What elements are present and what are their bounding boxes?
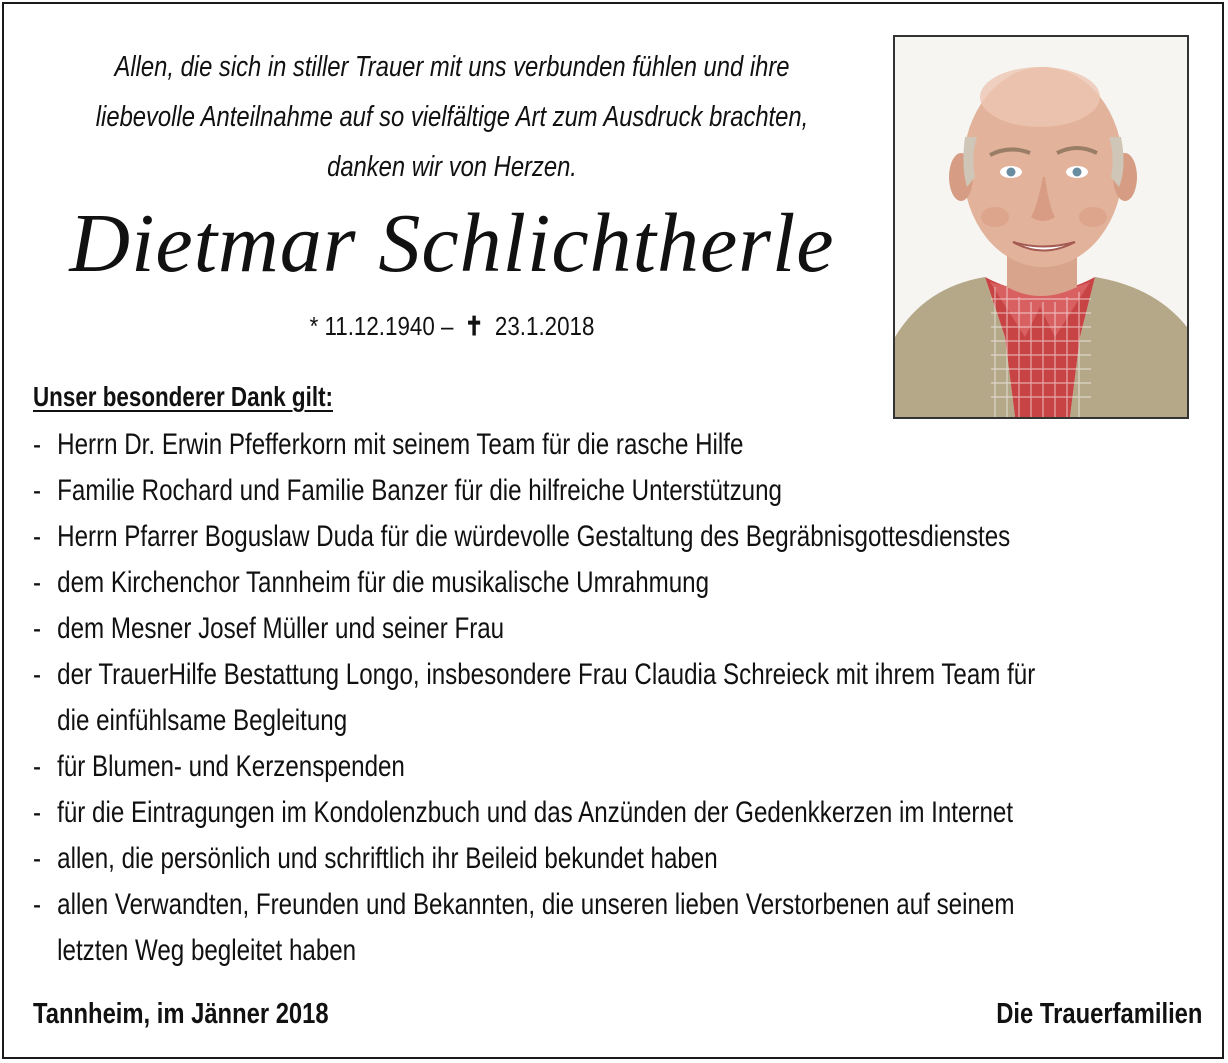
thanks-list xyxy=(33,422,1192,974)
dash-bullet: - xyxy=(33,612,42,645)
thanks-heading: Unser besonderer Dank gilt: xyxy=(33,381,333,412)
list-item-continuation: die einfühlsame Begleitung xyxy=(57,704,348,737)
portrait-photo xyxy=(893,35,1189,419)
deceased-name: Dietmar Schlichtherle xyxy=(69,197,835,290)
list-item: - allen, die persönlich und schriftlich ihr Beileid bekundet haben xyxy=(33,836,1192,882)
dash-bullet: - xyxy=(33,658,42,691)
intro-line-2: liebevolle Anteilnahme auf so vielfältige Art zum Ausdruck brachten, xyxy=(95,101,809,133)
cross-icon: ✝ xyxy=(464,311,484,341)
place-date: Tannheim, im Jänner 2018 xyxy=(33,998,329,1030)
dash-bullet: - xyxy=(33,428,42,461)
intro-line-3: danken wir von Herzen. xyxy=(327,151,577,183)
list-item: - Familie Rochard und Familie Banzer für die hilfreiche Unterstützung xyxy=(33,468,1192,514)
life-dates xyxy=(63,306,840,346)
dash-bullet: - xyxy=(33,520,42,553)
list-item: - dem Mesner Josef Müller und seiner Frau xyxy=(33,606,1192,652)
list-item: - der TrauerHilfe Bestattung Longo, insbesondere Frau Claudia Schreieck mit ihrem Team für xyxy=(33,652,1192,698)
list-item: - allen Verwandten, Freunden und Bekannten, die unseren lieben Verstorbenen auf seinem xyxy=(33,882,1192,928)
dash-bullet: - xyxy=(33,842,42,875)
list-item: - Herrn Dr. Erwin Pfefferkorn mit seinem Team für die rasche Hilfe xyxy=(33,422,1192,468)
dash-bullet: - xyxy=(33,888,42,921)
list-item-continuation: letzten Weg begleitet haben xyxy=(57,934,357,967)
list-item: - Herrn Pfarrer Boguslaw Duda für die würdevolle Gestaltung des Begräbnisgottesdienstes xyxy=(33,514,1192,560)
intro-line-1: Allen, die sich in stiller Trauer mit uns verbunden fühlen und ihre xyxy=(114,51,790,83)
list-item: - dem Kirchenchor Tannheim für die musikalische Umrahmung xyxy=(33,560,1192,606)
dash-bullet: - xyxy=(33,566,42,599)
signature: Die Trauerfamilien xyxy=(995,998,1202,1030)
list-item: - für Blumen- und Kerzenspenden xyxy=(33,744,1192,790)
birth-date: * 11.12.1940 – xyxy=(309,311,454,341)
dash-bullet: - xyxy=(33,750,42,783)
dash-bullet: - xyxy=(33,474,42,507)
death-date: 23.1.2018 xyxy=(494,311,595,341)
dash-bullet: - xyxy=(33,796,42,829)
intro-text xyxy=(81,42,822,192)
list-item: - für die Eintragungen im Kondolenzbuch und das Anzünden der Gedenkkerzen im Internet xyxy=(33,790,1192,836)
